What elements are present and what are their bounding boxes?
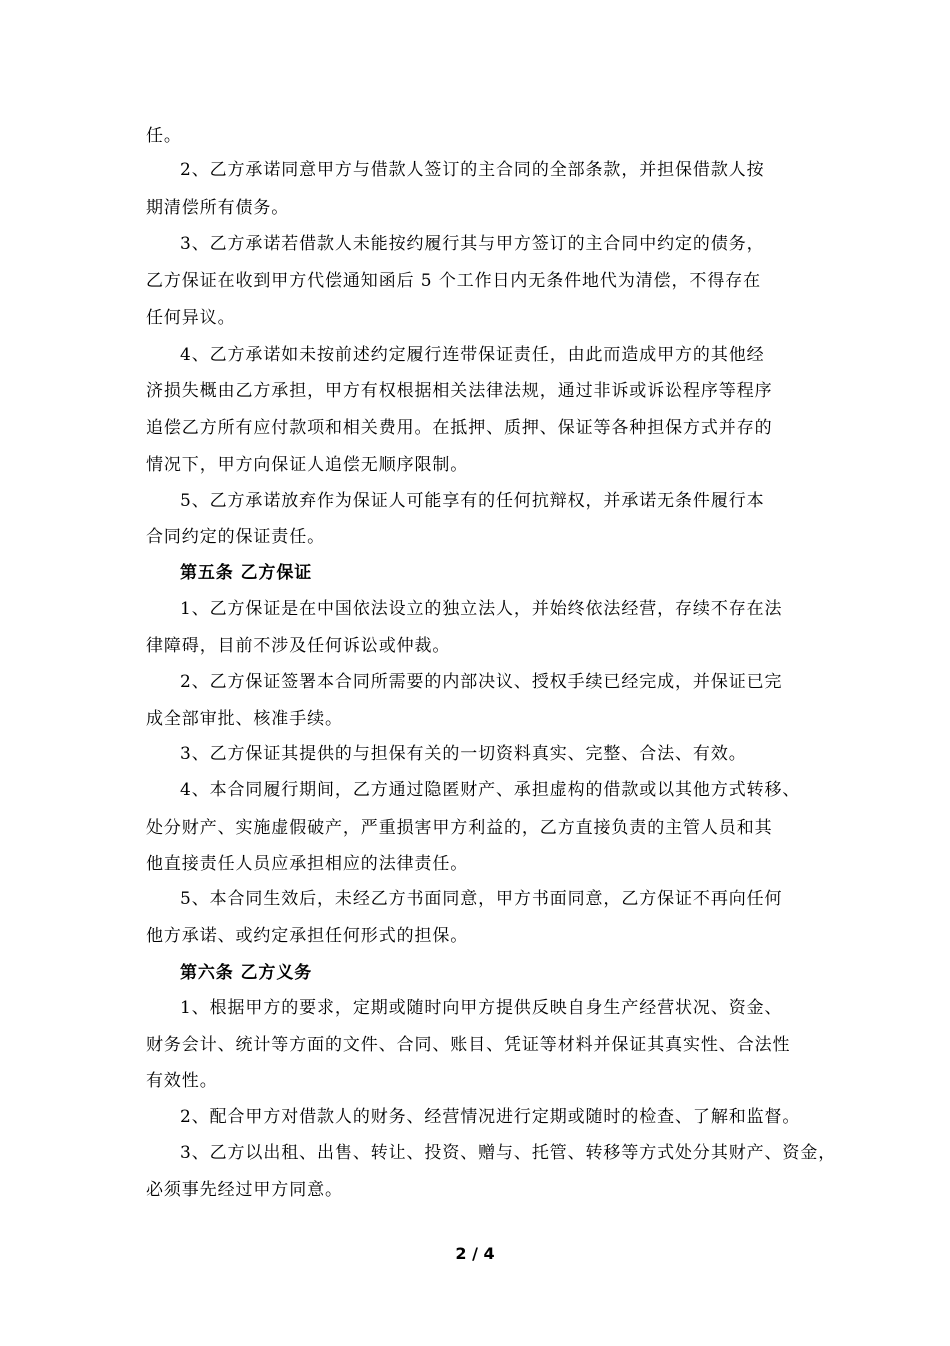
text-line: 3、乙方以出租、出售、转让、投资、赠与、托管、转移等方式处分其财产、资金， — [180, 1143, 837, 1163]
section-heading: 第五条 乙方保证 — [180, 563, 313, 583]
text-line: 律障碍，目前不涉及任何诉讼或仲裁。 — [146, 636, 451, 656]
text-line: 2、乙方承诺同意甲方与借款人签订的主合同的全部条款，并担保借款人按 — [180, 160, 765, 180]
text-line: 任。 — [146, 126, 182, 146]
text-line: 他方承诺、或约定承担任何形式的担保。 — [146, 926, 469, 946]
text-line: 3、乙方保证其提供的与担保有关的一切资料真实、完整、合法、有效。 — [180, 744, 747, 764]
text-line: 他直接责任人员应承担相应的法律责任。 — [146, 854, 469, 874]
text-line: 5、本合同生效后，未经乙方书面同意，甲方书面同意，乙方保证不再向任何 — [180, 889, 783, 909]
text-line: 任何异议。 — [146, 308, 236, 328]
text-line: 2、配合甲方对借款人的财务、经营情况进行定期或随时的检查、了解和监督。 — [180, 1107, 801, 1127]
text-line: 1、根据甲方的要求，定期或随时向甲方提供反映自身生产经营状况、资金、 — [180, 998, 783, 1018]
text-line: 追偿乙方所有应付款项和相关费用。在抵押、质押、保证等各种担保方式并存的 — [146, 418, 773, 438]
text-line: 必须事先经过甲方同意。 — [146, 1180, 343, 1200]
text-line: 4、乙方承诺如未按前述约定履行连带保证责任，由此而造成甲方的其他经 — [180, 345, 765, 365]
section-heading: 第六条 乙方义务 — [180, 963, 313, 983]
text-line: 情况下，甲方向保证人追偿无顺序限制。 — [146, 455, 469, 475]
text-line: 济损失概由乙方承担，甲方有权根据相关法律法规，通过非诉或诉讼程序等程序 — [146, 381, 773, 401]
text-line: 4、本合同履行期间，乙方通过隐匿财产、承担虚构的借款或以其他方式转移、 — [180, 780, 801, 800]
page-number: 2 / 4 — [455, 1244, 495, 1263]
text-line: 乙方保证在收到甲方代偿通知函后 5 个工作日内无条件地代为清偿，不得存在 — [146, 271, 762, 291]
text-line: 有效性。 — [146, 1071, 218, 1091]
text-line: 5、乙方承诺放弃作为保证人可能享有的任何抗辩权，并承诺无条件履行本 — [180, 491, 765, 511]
text-line: 2、乙方保证签署本合同所需要的内部决议、授权手续已经完成，并保证已完 — [180, 672, 783, 692]
text-line: 期清偿所有债务。 — [146, 198, 290, 218]
text-line: 3、乙方承诺若借款人未能按约履行其与甲方签订的主合同中约定的债务， — [180, 234, 765, 254]
text-line: 成全部审批、核准手续。 — [146, 709, 343, 729]
text-line: 合同约定的保证责任。 — [146, 527, 325, 547]
text-line: 处分财产、实施虚假破产，严重损害甲方利益的，乙方直接负责的主管人员和其 — [146, 818, 773, 838]
text-line: 1、乙方保证是在中国依法设立的独立法人，并始终依法经营，存续不存在法 — [180, 599, 783, 619]
text-line: 财务会计、统计等方面的文件、合同、账目、凭证等材料并保证其真实性、合法性 — [146, 1035, 791, 1055]
